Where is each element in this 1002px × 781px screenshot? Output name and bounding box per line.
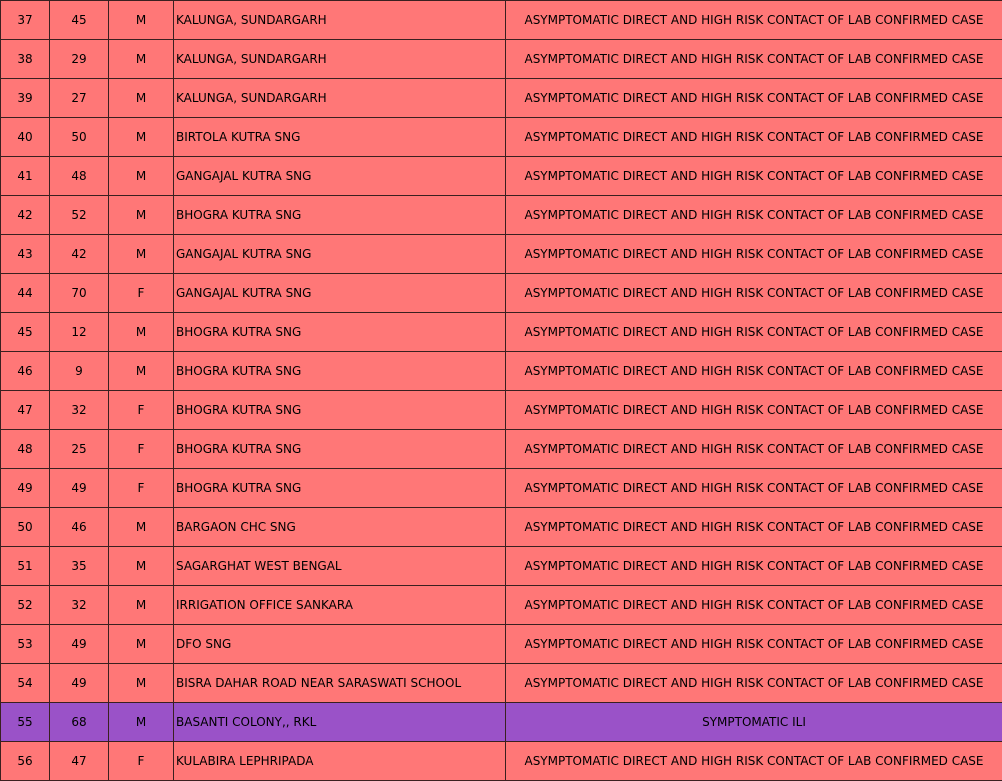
- serial-number-cell: 44: [1, 274, 50, 313]
- table-row: [1, 625, 1002, 664]
- category-cell: ASYMPTOMATIC DIRECT AND HIGH RISK CONTACT OF LAB CONFIRMED CASE: [506, 391, 1002, 430]
- address-cell: BHOGRA KUTRA SNG: [174, 469, 506, 508]
- category-cell: ASYMPTOMATIC DIRECT AND HIGH RISK CONTACT OF LAB CONFIRMED CASE: [506, 313, 1002, 352]
- table-row: [1, 547, 1002, 586]
- table-row: [1, 508, 1002, 547]
- serial-number-cell: 54: [1, 664, 50, 703]
- sex-cell: F: [109, 274, 174, 313]
- category-cell: ASYMPTOMATIC DIRECT AND HIGH RISK CONTACT OF LAB CONFIRMED CASE: [506, 586, 1002, 625]
- address-cell: KALUNGA, SUNDARGARH: [174, 40, 506, 79]
- sex-cell: M: [109, 40, 174, 79]
- serial-number-cell: 46: [1, 352, 50, 391]
- table-row: [1, 235, 1002, 274]
- category-cell: ASYMPTOMATIC DIRECT AND HIGH RISK CONTACT OF LAB CONFIRMED CASE: [506, 547, 1002, 586]
- table-row: [1, 391, 1002, 430]
- serial-number-cell: 50: [1, 508, 50, 547]
- sex-cell: M: [109, 196, 174, 235]
- serial-number-cell: 39: [1, 79, 50, 118]
- serial-number-cell: 38: [1, 40, 50, 79]
- sex-cell: F: [109, 430, 174, 469]
- table-row: [1, 469, 1002, 508]
- age-cell: 29: [50, 40, 109, 79]
- category-cell: ASYMPTOMATIC DIRECT AND HIGH RISK CONTACT OF LAB CONFIRMED CASE: [506, 742, 1002, 781]
- serial-number-cell: 45: [1, 313, 50, 352]
- category-cell: ASYMPTOMATIC DIRECT AND HIGH RISK CONTACT OF LAB CONFIRMED CASE: [506, 118, 1002, 157]
- age-cell: 49: [50, 625, 109, 664]
- address-cell: BHOGRA KUTRA SNG: [174, 196, 506, 235]
- address-cell: BHOGRA KUTRA SNG: [174, 430, 506, 469]
- address-cell: BASANTI COLONY,, RKL: [174, 703, 506, 742]
- address-cell: GANGAJAL KUTRA SNG: [174, 157, 506, 196]
- table-row: [1, 40, 1002, 79]
- serial-number-cell: 48: [1, 430, 50, 469]
- sex-cell: M: [109, 508, 174, 547]
- table-row: [1, 274, 1002, 313]
- address-cell: BARGAON CHC SNG: [174, 508, 506, 547]
- age-cell: 50: [50, 118, 109, 157]
- category-cell: ASYMPTOMATIC DIRECT AND HIGH RISK CONTACT OF LAB CONFIRMED CASE: [506, 196, 1002, 235]
- table-row: [1, 157, 1002, 196]
- category-cell: ASYMPTOMATIC DIRECT AND HIGH RISK CONTACT OF LAB CONFIRMED CASE: [506, 1, 1002, 40]
- serial-number-cell: 49: [1, 469, 50, 508]
- table-row: [1, 196, 1002, 235]
- age-cell: 46: [50, 508, 109, 547]
- address-cell: IRRIGATION OFFICE SANKARA: [174, 586, 506, 625]
- address-cell: KULABIRA LEPHRIPADA: [174, 742, 506, 781]
- address-cell: BHOGRA KUTRA SNG: [174, 391, 506, 430]
- table-row: [1, 79, 1002, 118]
- serial-number-cell: 52: [1, 586, 50, 625]
- category-cell: ASYMPTOMATIC DIRECT AND HIGH RISK CONTACT OF LAB CONFIRMED CASE: [506, 40, 1002, 79]
- category-cell: SYMPTOMATIC ILI: [506, 703, 1002, 742]
- sex-cell: M: [109, 352, 174, 391]
- age-cell: 49: [50, 469, 109, 508]
- age-cell: 48: [50, 157, 109, 196]
- address-cell: GANGAJAL KUTRA SNG: [174, 274, 506, 313]
- age-cell: 47: [50, 742, 109, 781]
- category-cell: ASYMPTOMATIC DIRECT AND HIGH RISK CONTACT OF LAB CONFIRMED CASE: [506, 352, 1002, 391]
- age-cell: 35: [50, 547, 109, 586]
- category-cell: ASYMPTOMATIC DIRECT AND HIGH RISK CONTACT OF LAB CONFIRMED CASE: [506, 508, 1002, 547]
- age-cell: 32: [50, 586, 109, 625]
- sex-cell: M: [109, 157, 174, 196]
- address-cell: BHOGRA KUTRA SNG: [174, 313, 506, 352]
- serial-number-cell: 43: [1, 235, 50, 274]
- table-row: [1, 703, 1002, 742]
- sex-cell: M: [109, 664, 174, 703]
- age-cell: 52: [50, 196, 109, 235]
- age-cell: 70: [50, 274, 109, 313]
- category-cell: ASYMPTOMATIC DIRECT AND HIGH RISK CONTACT OF LAB CONFIRMED CASE: [506, 157, 1002, 196]
- table-row: [1, 742, 1002, 781]
- sex-cell: F: [109, 391, 174, 430]
- serial-number-cell: 37: [1, 1, 50, 40]
- sex-cell: M: [109, 313, 174, 352]
- address-cell: GANGAJAL KUTRA SNG: [174, 235, 506, 274]
- table-row: [1, 1, 1002, 40]
- sex-cell: M: [109, 625, 174, 664]
- sex-cell: M: [109, 235, 174, 274]
- address-cell: BISRA DAHAR ROAD NEAR SARASWATI SCHOOL: [174, 664, 506, 703]
- serial-number-cell: 42: [1, 196, 50, 235]
- category-cell: ASYMPTOMATIC DIRECT AND HIGH RISK CONTACT OF LAB CONFIRMED CASE: [506, 469, 1002, 508]
- age-cell: 32: [50, 391, 109, 430]
- table-row: [1, 664, 1002, 703]
- address-cell: KALUNGA, SUNDARGARH: [174, 79, 506, 118]
- sex-cell: M: [109, 586, 174, 625]
- serial-number-cell: 41: [1, 157, 50, 196]
- sex-cell: M: [109, 118, 174, 157]
- age-cell: 12: [50, 313, 109, 352]
- address-cell: BIRTOLA KUTRA SNG: [174, 118, 506, 157]
- category-cell: ASYMPTOMATIC DIRECT AND HIGH RISK CONTACT OF LAB CONFIRMED CASE: [506, 79, 1002, 118]
- age-cell: 68: [50, 703, 109, 742]
- category-cell: ASYMPTOMATIC DIRECT AND HIGH RISK CONTACT OF LAB CONFIRMED CASE: [506, 274, 1002, 313]
- category-cell: ASYMPTOMATIC DIRECT AND HIGH RISK CONTACT OF LAB CONFIRMED CASE: [506, 625, 1002, 664]
- category-cell: ASYMPTOMATIC DIRECT AND HIGH RISK CONTACT OF LAB CONFIRMED CASE: [506, 664, 1002, 703]
- serial-number-cell: 56: [1, 742, 50, 781]
- serial-number-cell: 55: [1, 703, 50, 742]
- sex-cell: M: [109, 547, 174, 586]
- sex-cell: F: [109, 742, 174, 781]
- category-cell: ASYMPTOMATIC DIRECT AND HIGH RISK CONTACT OF LAB CONFIRMED CASE: [506, 430, 1002, 469]
- sex-cell: M: [109, 79, 174, 118]
- serial-number-cell: 47: [1, 391, 50, 430]
- table-body: [1, 1, 1002, 781]
- address-cell: SAGARGHAT WEST BENGAL: [174, 547, 506, 586]
- age-cell: 9: [50, 352, 109, 391]
- table-row: [1, 352, 1002, 391]
- table-row: [1, 430, 1002, 469]
- age-cell: 42: [50, 235, 109, 274]
- address-cell: KALUNGA, SUNDARGARH: [174, 1, 506, 40]
- serial-number-cell: 53: [1, 625, 50, 664]
- age-cell: 45: [50, 1, 109, 40]
- age-cell: 49: [50, 664, 109, 703]
- age-cell: 25: [50, 430, 109, 469]
- address-cell: BHOGRA KUTRA SNG: [174, 352, 506, 391]
- sex-cell: M: [109, 703, 174, 742]
- serial-number-cell: 51: [1, 547, 50, 586]
- age-cell: 27: [50, 79, 109, 118]
- address-cell: DFO SNG: [174, 625, 506, 664]
- table-row: [1, 118, 1002, 157]
- table-row: [1, 586, 1002, 625]
- table-row: [1, 313, 1002, 352]
- sex-cell: F: [109, 469, 174, 508]
- sex-cell: M: [109, 1, 174, 40]
- serial-number-cell: 40: [1, 118, 50, 157]
- category-cell: ASYMPTOMATIC DIRECT AND HIGH RISK CONTACT OF LAB CONFIRMED CASE: [506, 235, 1002, 274]
